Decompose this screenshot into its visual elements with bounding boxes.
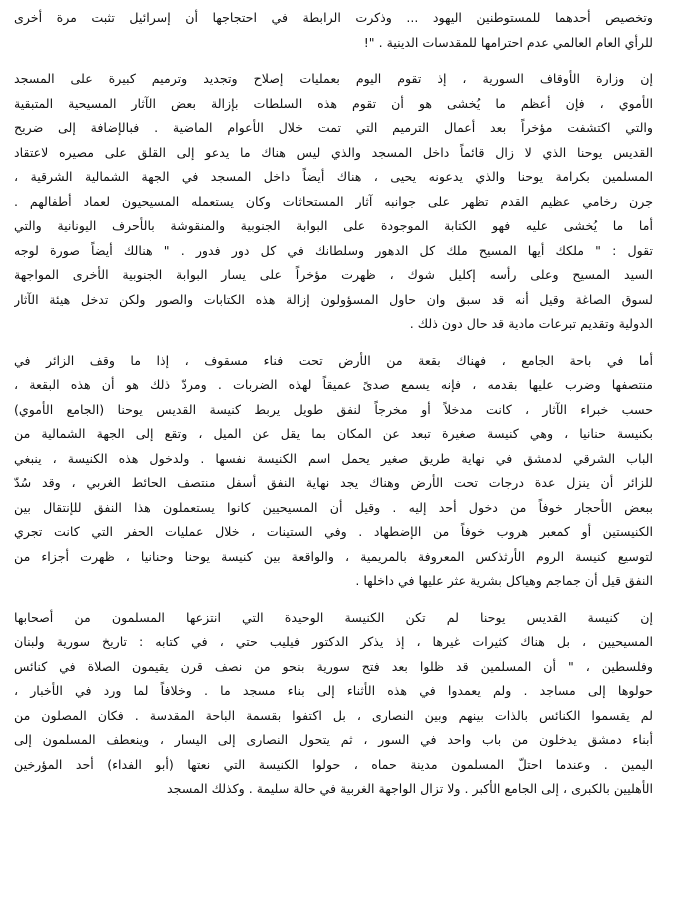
paragraph-gap <box>14 594 653 606</box>
text-line: بكنيسة حنانيا ، وهي كنيسة صغيرة تبعد عن المكان بما يقل عن الميل ، وتقع إلى الجهة الشمالية من <box>14 426 653 441</box>
text-line: السيد المسيح وعلى رأسه إكليل شوك ، ظهرت مؤخراً على يسار البوابة الجنوبية الأخرى المواجهة <box>14 267 653 282</box>
text-line: الأموي ، فإن أعظم ما يُخشى هو أن تقوم هذه السلطات بإزالة بعض الآثار المسيحية المتبقية <box>14 95 653 111</box>
text-line: أبناء دمشق يدخلون من باب واحد في السور ، ثم يتحول النصارى إلى اليسار ، وينعطف المسلمون إلى <box>14 732 653 747</box>
text-line: إن كنيسة القديس يوحنا لم تكن الكنيسة الوحيدة التي انتزعها المسلمون من أصحابها <box>14 609 653 625</box>
text-line: للزائر أن ينزل عدة درجات تحت الأرض وهناك يجد نهاية النفق أسفل منتصف الحائط الغربي ، وقد سُدّ <box>14 475 653 490</box>
text-line: حولوها إلى مساجد . ولم يعمدوا في هذه الأثناء إلى بناء مسجد ما . وخلافاً لما ورد في الأخبار ، <box>14 683 653 698</box>
text-line: ببعض الأحجار خوفاً من دخول أحد إليه . وقيل أن المسيحيين كانوا يستعملون هذا النفق للإنتقال بين <box>14 499 653 515</box>
text-line: الدولية وتقديم تبرعات مادية قد حال دون ذلك . <box>409 316 653 331</box>
text-line: وتخصيص أحدهما للمستوطنين اليهود ... وذكرت الرابطة في احتجاجها أن إسرائيل تثبت مرة أخرى <box>14 10 653 25</box>
text-line: لسوق الصاغة وقيل أنه قد سبق وان حاول المسؤولون إزالة هذه الكتابات والصور ولكن تدخل هيئة الآثار <box>14 291 653 307</box>
text-line: المسلمين بكرامة يوحنا والذي يدعونه يحيى ، هناك أيضاً داخل المسجد في الجهة الشمالية الشرقية ، <box>14 169 653 184</box>
text-line: تقول : " ملكك أيها المسيح ملك كل الدهور وسلطانك في كل دور فدور . " هنالك أيضاً صورة لوجه <box>14 242 653 258</box>
text-line: والتي اكتشفت مؤخراً بعد أعمال الترميم التي تمت خلال الأعوام الماضية . فبالإضافة إلى ضريح <box>14 120 653 135</box>
paragraph-gap <box>14 55 653 67</box>
paragraph <box>14 6 653 55</box>
text-line: للرأي العام العالمي عدم احترامها للمقدسات الدينية . "! <box>363 34 653 50</box>
text-line: منتصفها وضرب عليها بقدمه ، فإنه يسمع صدىً عميقاً لهذه الضربات . ومردّ ذلك هو أن هذه البقعة ، <box>14 377 653 392</box>
text-line: لتوسيع كنيسة الروم الأرثذكس المعروفة بالمريمية ، والواقعة بين كنيسة يوحنا وحنانيا ، ظهرت أجزاء من <box>14 548 653 564</box>
text-line: جرن رخامي عظيم القدم تظهر على جوانبه آثار المستحاثات وكان يستعمله المسيحيون لعماد أطفالهم . <box>14 193 653 209</box>
text-line: أما ما يُخشى عليه فهو الكتابة الموجودة على البوابة الجنوبية والمنقوشة بالأحرف اليونانية والتي <box>14 218 653 233</box>
text-line: المسيحيين ، بل هناك كثيرات غيرها ، إذ يذكر الدكتور فيليب حتي ، في كتابه : تاريخ سورية ولبنان <box>14 634 653 649</box>
paragraph <box>14 67 653 337</box>
text-line: وفلسطين ، " أن المسلمين قد ظلوا بعد فتح سورية بنحو من نصف قرن يقيمون الصلاة في كنائس <box>14 658 653 674</box>
text-line: أما في باحة الجامع ، فهناك بقعة من الأرض تحت فناء مسقوف ، إذا ما وقف الزائر في <box>14 352 653 368</box>
paragraph-gap <box>14 337 653 349</box>
text-line: الكنيستين أو كمعبر هروب خوفاً من الإضطهاد . وفي الستينات ، خلال عمليات الحفر التي كانت تجري <box>14 524 653 539</box>
paragraph <box>14 349 653 594</box>
text-line: لم يقسموا الكنائس بالذات بينهم وبين النصارى ، بل اكتفوا بقسمة الباحة المقدسة . فكان المصلون من <box>14 707 653 723</box>
paragraph <box>14 606 653 802</box>
text-line: إن وزارة الأوقاف السورية ، إذ تقوم اليوم بعمليات إصلاح وتجديد وترميم كبيرة على المسجد <box>14 71 653 86</box>
text-line: النفق قيل أن جماجم وهياكل بشرية عثر عليها في داخلها . <box>355 573 653 588</box>
text-line: القديس يوحنا الذي لا زال قائماً داخل المسجد والذي ليس هناك ما يدعو إلى القلق على مصيره لاعتقاد <box>14 144 653 160</box>
text-line: الأهليين بالكبرى ، إلى الجامع الأكبر . ولا تزال الواجهة الغربية في حالة سليمة . وكذلك المسجد <box>166 781 653 796</box>
text-line: الباب الشرقي لدمشق في نهاية طريق صغير يحمل اسم الكنيسة نفسها . ولدخول هذه الكنيسة ، ينبغي <box>14 450 653 466</box>
text-line: اليمين . وعندما احتلّ المسلمون مدينة حماه ، حولوا الكنيسة التي نعتها (أبو الفداء) أحد المؤرخين <box>14 756 653 772</box>
text-line: حسب خبراء الآثار ، كانت مدخلاً أو مخرجاً لنفق طويل يربط كنيسة القديس يوحنا (الجامع الأموي) <box>14 401 653 417</box>
